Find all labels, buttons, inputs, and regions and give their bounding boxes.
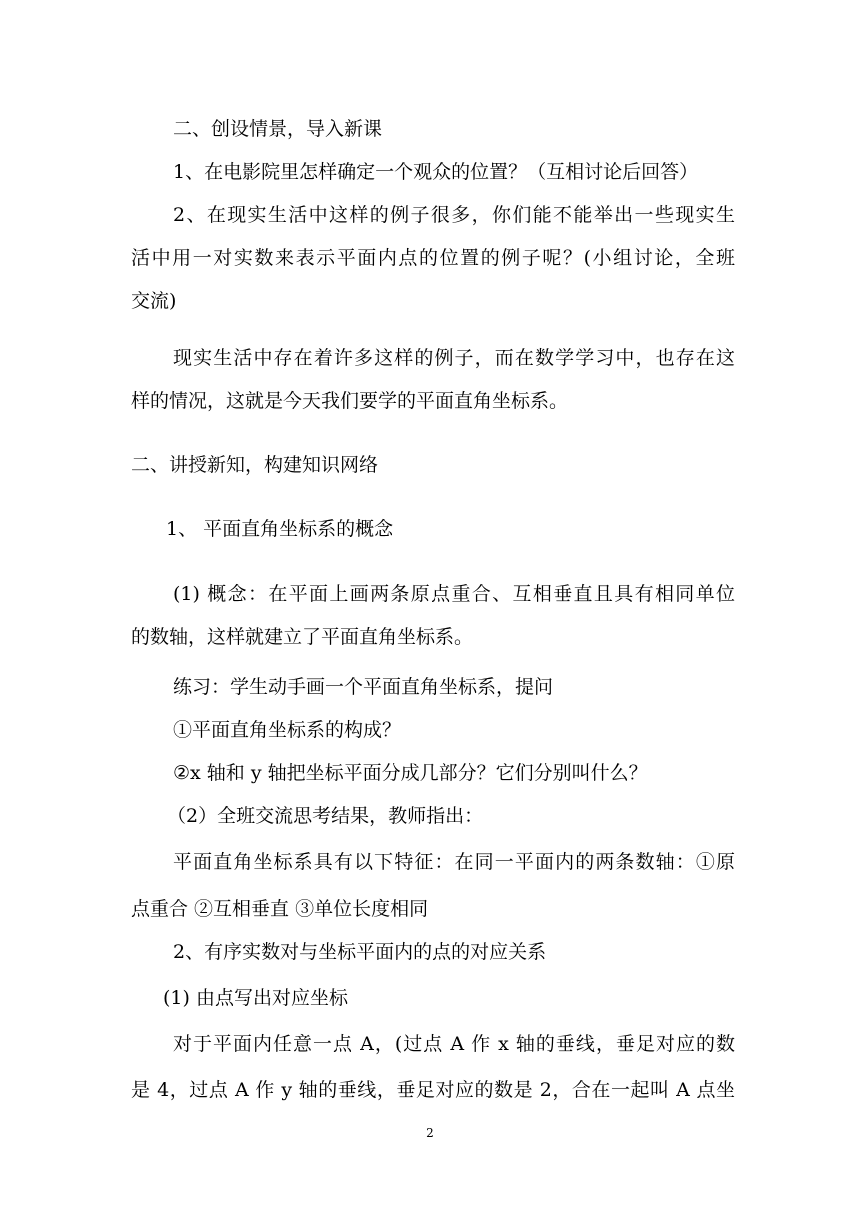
exercise-prompt: 练习：学生动手画一个平面直角坐标系，提问 — [173, 676, 554, 698]
paragraph-introduction-line-2: 样的情况，这就是今天我们要学的平面直角坐标系。 — [131, 390, 569, 412]
question-quadrants: ②x 轴和 y 轴把坐标平面分成几部分？它们分别叫什么？ — [173, 762, 648, 784]
subheading-point-to-coordinate: (1) 由点写出对应坐标 — [163, 987, 348, 1009]
paragraph-concept-line-1: (1) 概念：在平面上画两条原点重合、互相垂直且具有相同单位 — [173, 583, 735, 605]
section-heading-scenario: 二、创设情景，导入新课 — [173, 118, 383, 140]
paragraph-concept-line-2: 的数轴，这样就建立了平面直角坐标系。 — [131, 626, 474, 648]
question-composition: ①平面直角坐标系的构成？ — [173, 719, 402, 741]
paragraph-features-line-2: 点重合 ②互相垂直 ③单位长度相同 — [131, 898, 429, 920]
subheading-coordinate-system-concept: 1、 平面直角坐标系的概念 — [166, 518, 394, 540]
paragraph-introduction-line-1: 现实生活中存在着许多这样的例子，而在数学学习中，也存在这 — [173, 347, 735, 369]
page-number: 2 — [426, 1126, 434, 1140]
paragraph-real-life-examples-line-1: 2、在现实生活中这样的例子很多，你们能不能举出一些现实生 — [173, 204, 735, 226]
paragraph-real-life-examples-line-2: 活中用一对实数来表示平面内点的位置的例子呢？(小组讨论，全班 — [131, 247, 735, 269]
section-heading-new-knowledge: 二、讲授新知，构建知识网络 — [131, 454, 379, 476]
paragraph-real-life-examples-line-3: 交流) — [131, 290, 177, 312]
subheading-ordered-pairs: 2、有序实数对与坐标平面内的点的对应关系 — [173, 941, 547, 963]
class-discussion-result: （2）全班交流思考结果，教师指出： — [167, 805, 484, 827]
paragraph-point-a-line-1: 对于平面内任意一点 A，(过点 A 作 x 轴的垂线，垂足对应的数 — [173, 1033, 735, 1055]
paragraph-features-line-1: 平面直角坐标系具有以下特征：在同一平面内的两条数轴：①原 — [173, 851, 735, 873]
paragraph-point-a-line-2: 是 4，过点 A 作 y 轴的垂线，垂足对应的数是 2，合在一起叫 A 点坐 — [131, 1079, 735, 1101]
question-cinema-seat: 1、在电影院里怎样确定一个观众的位置？（互相讨论后回答） — [173, 161, 699, 183]
